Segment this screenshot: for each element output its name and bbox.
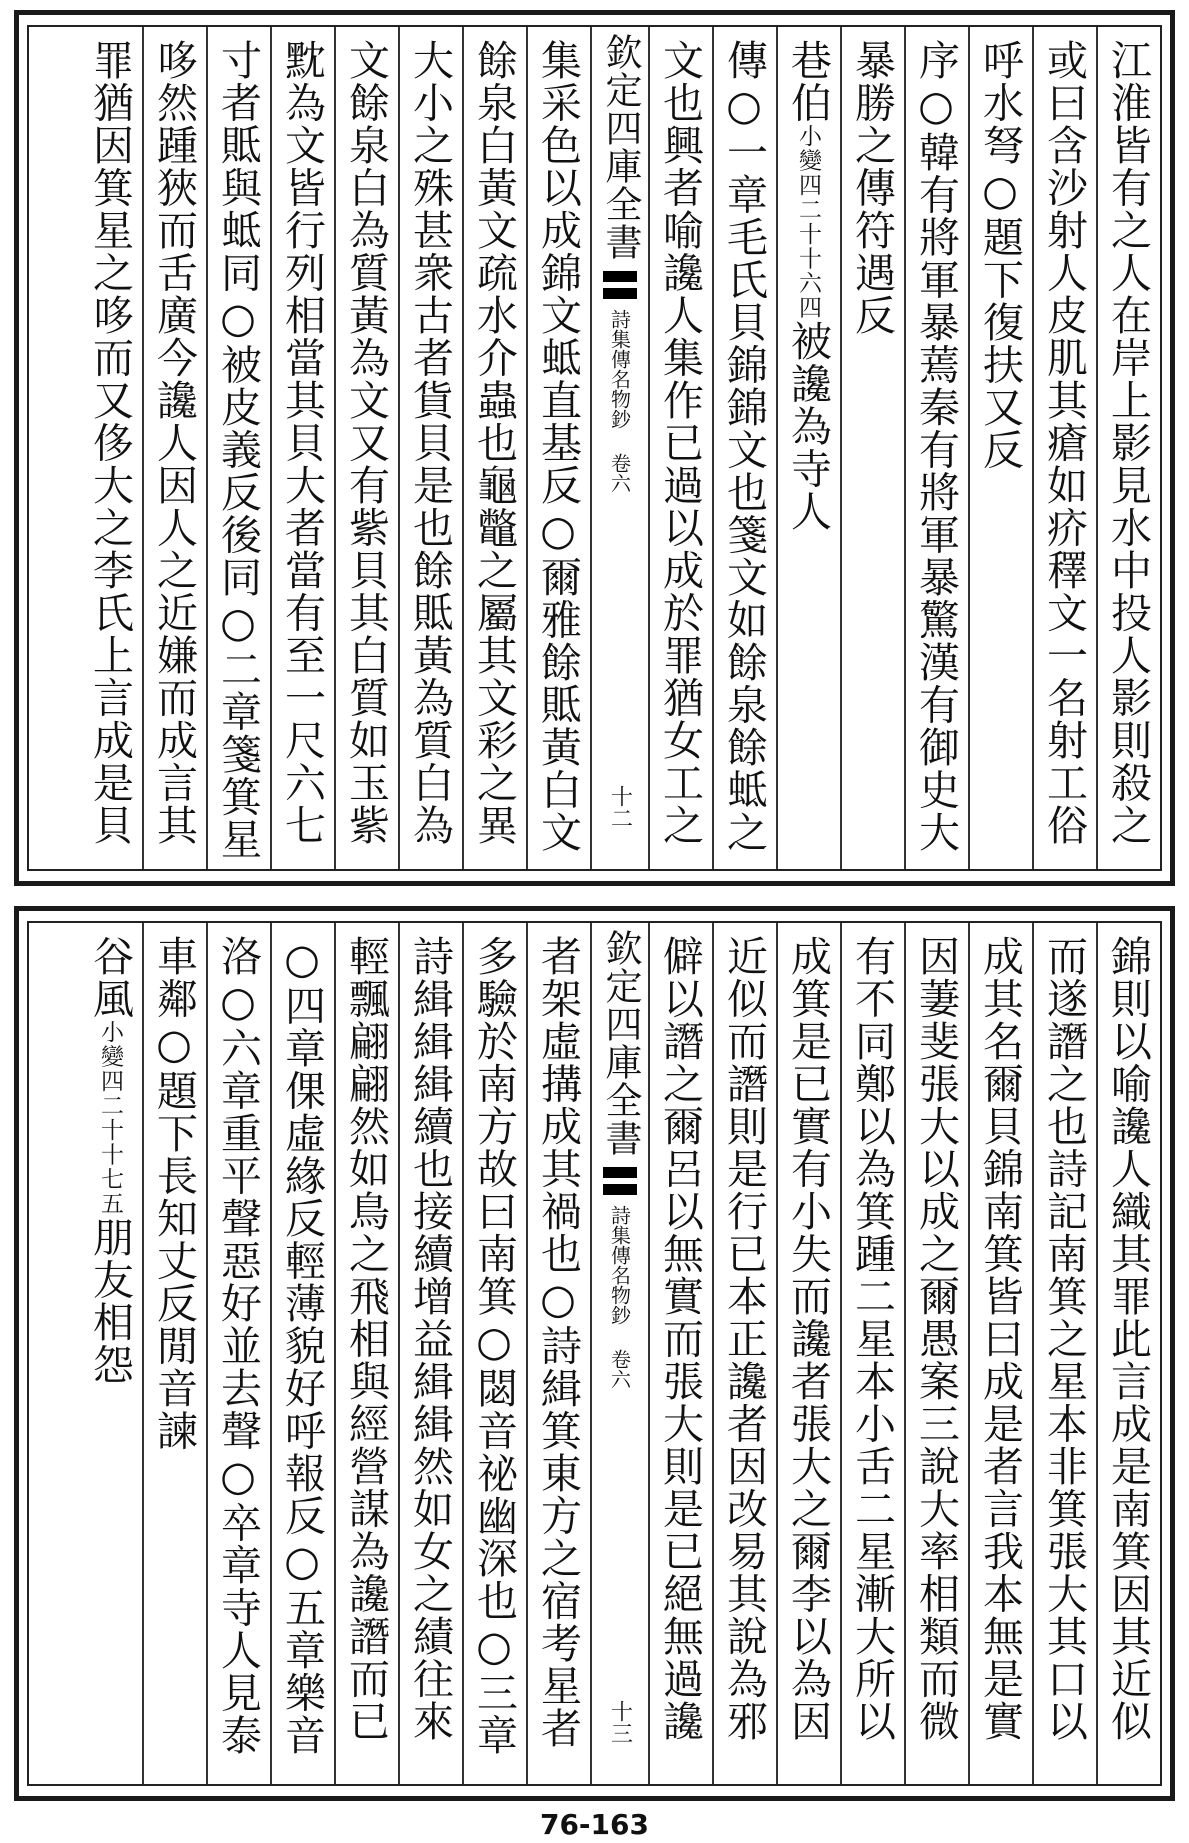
bottom-page-panel [14,906,1175,1801]
text-column [78,27,142,869]
column-text: 餘泉白黃文疏水介蟲也龜鼈之屬其文彩之異 [470,39,518,847]
column-text: 文也興者喻讒人集作已過以成於罪猶女工之 [656,39,704,847]
column-text: 序○韓有將軍暴蔫秦有將軍暴驚漢有御史大 [912,39,960,854]
top-page-frame [27,25,1162,871]
text-column [648,27,712,869]
column-text: 罪猶因箕星之哆而又侈大之李氏上言成是貝 [86,39,134,847]
column-text: 集采色以成錦文蚳直基反○爾雅餘貾黃白文 [534,39,582,854]
center-gutter [590,27,648,869]
column-text: 錦則以喻讒人織其罪此言成是南箕因其近似 [1104,935,1152,1743]
fish-tail-mark [603,271,637,299]
bottom-columns [29,923,1160,1784]
fish-tail-mark [603,1167,637,1195]
text-column [968,923,1032,1784]
text-column [206,27,270,869]
text-column [1096,27,1160,869]
chapter-subtitle: 朋友相怨 [86,1216,134,1386]
column-text: 或曰含沙射人皮肌其瘡如疥䆁文一名射工俗 [1040,39,1088,847]
column-text: 哆然踵狹而舌廣今讒人因人之近嫌而成言其 [150,39,198,847]
chapter-heading [78,935,142,1386]
text-column [968,27,1032,869]
text-column [398,923,462,1784]
column-text: ○四章倮虛緣反輕薄貌好呼報反○五章樂音 [278,935,326,1757]
column-text: 成箕是已實有小失而讒者張大之爾李以為因 [784,935,832,1743]
text-column [462,27,526,869]
column-text: 呼水弩○題下復扶又反 [976,39,1024,471]
column-text: 成其名爾貝錦南箕皆曰成是者言我本無是實 [976,935,1024,1743]
text-column [840,27,904,869]
chapter-title: 谷風 [86,935,134,1020]
column-text: 僻以譖之爾呂以無實而張大則是已絕無過讒 [656,935,704,1743]
column-text: 傳○一章毛氏貝錦錦文也箋文如餘泉餘蚳之 [720,39,768,854]
column-text: 暴勝之傳符遇反 [848,39,896,337]
text-column [712,27,776,869]
text-column [904,27,968,869]
text-column [840,923,904,1784]
text-column [1032,27,1096,869]
text-column [334,27,398,869]
text-column [334,923,398,1784]
column-text: 有不同鄭以為箕踵二星本小舌二星漸大所以 [848,935,896,1743]
text-column [206,923,270,1784]
chapter-heading-column [78,923,142,1784]
text-column [648,923,712,1784]
chapter-note: 小變四二十十七五 [97,1020,123,1216]
text-column [526,27,590,869]
chapter-subtitle: 被讒為寺人 [784,320,832,533]
center-gutter [590,923,648,1784]
chapter-title: 巷伯 [784,39,832,124]
chapter-heading [778,39,840,533]
column-text: 近似而譖則是行已本正讒者因改易其說為邪 [720,935,768,1743]
text-column [776,923,840,1784]
fold-title: 詩集傳名物鈔 卷六 [607,1205,632,1389]
chapter-note: 小變四二十十六四 [795,124,821,320]
column-text: 洛○六章重平聲惡好並去聲○卒章寺人見泰 [214,935,262,1757]
text-column [1096,923,1160,1784]
book-title: 欽定四庫全書 [599,33,642,261]
bottom-page-frame [27,921,1162,1786]
text-column [270,923,334,1784]
column-text: 因萋斐張大以成之爾愚案三說大率相類而微 [912,935,960,1743]
column-text: 大小之殊甚衆古者貨貝是也餘貾黃為質白為 [406,39,454,847]
column-text: 寸者貾與蚳同○被皮義反後同○二章箋箕星 [214,39,262,861]
column-text: 車鄰○題下長知丈反閒音諫 [150,935,198,1452]
column-text: 黕為文皆行列相當其貝大者當有至一尺六七 [278,39,326,847]
column-text: 文餘泉白為質黃為文又有紫貝其白質如玉紫 [342,39,390,847]
text-column [1032,923,1096,1784]
chapter-heading-column [776,27,840,869]
column-text: 多驗於南方故曰南箕○閟音祕幽深也○三章 [470,935,518,1757]
text-column [462,923,526,1784]
text-column [142,27,206,869]
column-text: 者架虛搆成其禍也○詩緝箕東方之宿考星者 [534,935,582,1750]
column-text: 而遂譖之也詩記南箕之星本非箕張大其口以 [1040,935,1088,1743]
book-title: 欽定四庫全書 [599,929,642,1157]
text-column [142,923,206,1784]
text-column [712,923,776,1784]
text-column [270,27,334,869]
text-column [904,923,968,1784]
top-page-panel [14,10,1175,886]
page-number-footer: 76-163 [539,1808,650,1841]
fold-title: 詩集傳名物鈔 卷六 [607,309,632,493]
text-column [398,27,462,869]
column-text: 江淮皆有之人在岸上影見水中投人影則殺之 [1104,39,1152,847]
folio-number: 十三 [607,1700,633,1744]
top-columns [29,27,1160,869]
folio-number: 十二 [607,785,633,829]
column-text: 詩緝緝緝續也接續增益緝緝然如女之績往來 [406,935,454,1743]
column-text: 輕飄翩翩然如鳥之飛相與經營謀為讒譖而已 [342,935,390,1743]
text-column [526,923,590,1784]
